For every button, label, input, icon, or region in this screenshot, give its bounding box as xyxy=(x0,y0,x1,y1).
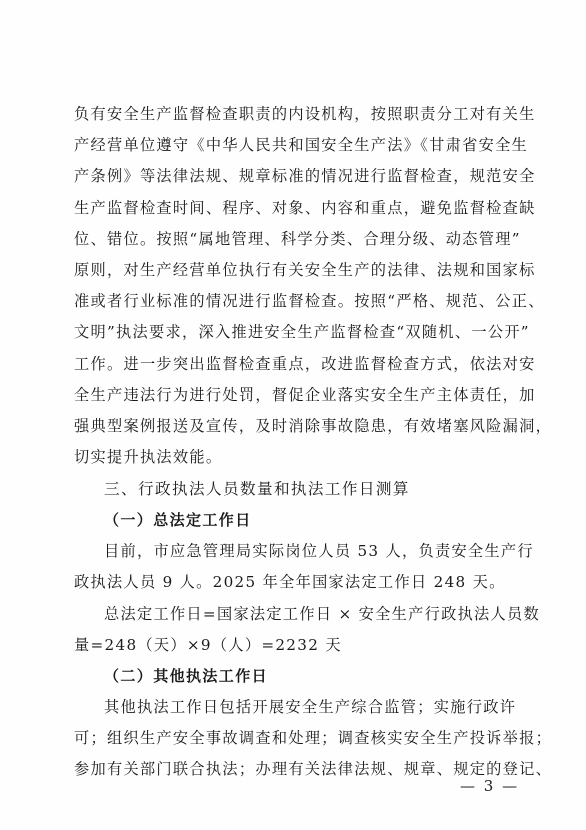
text-line: 可；组织生产安全事故调查和处理；调查核实安全生产投诉举报； xyxy=(74,729,553,747)
text-line: 负有安全生产监督检查职责的内设机构，按照职责分工对有关生 xyxy=(74,105,536,123)
text-line: 工作。进一步突出监督检查重点，改进监督检查方式，依法对安 xyxy=(74,355,536,373)
text-line: 目前，市应急管理局实际岗位人员 53 人，负责安全生产行 xyxy=(104,542,534,560)
text-line: 强典型案例报送及宣传，及时消除事故隐患，有效堵塞风险漏洞， xyxy=(74,417,553,435)
text-line: 其他执法工作日包括开展安全生产综合监管；实施行政许 xyxy=(104,698,517,716)
section-heading: 三、行政执法人员数量和执法工作日测算 xyxy=(104,480,410,498)
text-line: 总法定工作日=国家法定工作日 × 安全生产行政执法人员数 xyxy=(104,605,541,623)
text-line: 文明”执法要求，深入推进安全生产监督检查“双随机、一公开” xyxy=(74,323,530,341)
text-line: 位、错位。按照“属地管理、科学分类、合理分级、动态管理” xyxy=(74,230,521,248)
text-line: 切实提升执法效能。 xyxy=(74,448,223,466)
text-line: 量=248（天）×9（人）=2232 天 xyxy=(74,636,342,654)
text-line: 政执法人员 9 人。2025 年全年国家法定工作日 248 天。 xyxy=(74,573,506,591)
text-line: 全生产违法行为进行处罚，督促企业落实安全生产主体责任，加 xyxy=(74,386,536,404)
text-line: 产条例》等法律法规、规章标准的情况进行监督检查，规范安全 xyxy=(74,167,536,185)
subsection-heading: （二）其他执法工作日 xyxy=(104,667,269,685)
page-number: — 3 — xyxy=(460,777,520,795)
text-line: 原则，对生产经营单位执行有关安全生产的法律、法规和国家标 xyxy=(74,261,536,279)
text-line: 准或者行业标准的情况进行监督检查。按照“严格、规范、公正、 xyxy=(74,292,545,310)
text-line: 产经营单位遵守《中华人民共和国安全生产法》《甘肃省安全生 xyxy=(74,136,529,154)
text-line: 生产监督检查时间、程序、对象、内容和重点，避免监督检查缺 xyxy=(74,199,536,217)
subsection-heading: （一）总法定工作日 xyxy=(104,511,252,529)
text-line: 参加有关部门联合执法；办理有关法律法规、规章、规定的登记、 xyxy=(74,760,553,778)
